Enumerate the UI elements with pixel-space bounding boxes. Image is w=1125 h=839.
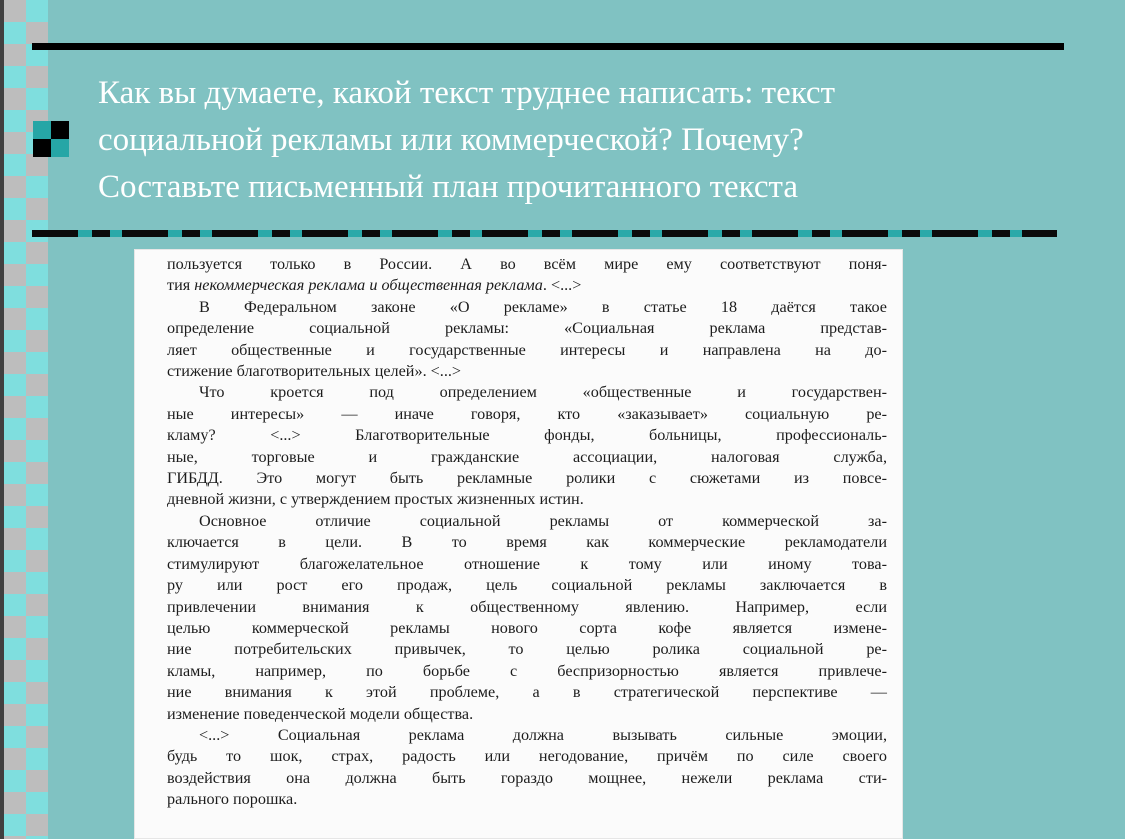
- title-line-2: социальной рекламы или коммерческой? Почему?: [98, 122, 804, 158]
- text-line: ные, торговые и гражданские ассоциации, налоговая служба,: [167, 447, 887, 466]
- text-line: определение социальной рекламы: «Социальная реклама представ-: [167, 319, 887, 338]
- text-line: ние внимания к этой проблеме, а в стратегической перспективе —: [167, 683, 887, 702]
- text-line: изменение поведенческой модели общества.: [167, 704, 474, 723]
- text-line: ные интересы» — иначе говоря, кто «заказывает» социальную ре-: [167, 404, 887, 423]
- title-top-rule: [32, 43, 1064, 50]
- text-line: ние потребительских привычек, то целью ролика социальной ре-: [167, 640, 887, 659]
- scanned-textbook-page: [134, 249, 903, 839]
- text-line: пользуется только в России. А во всём мире ему соответствуют поня-: [167, 255, 887, 273]
- text-line: целью коммерческой рекламы нового сорта кофе является измене-: [167, 618, 887, 637]
- italic-term: некоммерческая реклама и общественная реклама: [194, 276, 543, 295]
- text-line: <...> Социальная реклама должна вызывать сильные эмоции,: [199, 725, 887, 744]
- text-line: В Федеральном законе «О рекламе» в статье 18 даётся такое: [199, 297, 887, 316]
- text-line: ключается в цели. В то время как коммерческие рекламодатели: [167, 533, 887, 552]
- text-line: ГИБДД. Это могут быть рекламные ролики с сюжетами из повсе-: [167, 469, 887, 488]
- text-line: кламы, например, по борьбе с беспризорностью является привлече-: [167, 661, 887, 680]
- text-line: стимулируют благожелательное отношение к тому или иному това-: [167, 554, 887, 573]
- text-line: дневной жизни, с утверждением простых жизненных истин.: [167, 490, 584, 509]
- text-line: тия некоммерческая реклама и общественная реклама. <...>: [167, 276, 582, 295]
- text-line: привлечении внимания к общественному явлению. Например, если: [167, 597, 887, 616]
- title-bottom-dashed-rule: [32, 230, 1057, 237]
- title-line-1: Как вы думаете, какой текст труднее написать: текст: [98, 75, 836, 111]
- text-line: будь то шок, страх, радость или негодование, причём по силе своего: [167, 747, 887, 766]
- title-line-3: Составьте письменный план прочитанного текста: [98, 169, 798, 205]
- text-line: кламу? <...> Благотворительные фонды, больницы, профессиональ-: [167, 426, 887, 445]
- text-line: ляет общественные и государственные интересы и направлена на до-: [167, 340, 887, 359]
- text-line: Что кроется под определением «общественные и государствен-: [199, 383, 887, 402]
- slide-title: [98, 70, 1058, 211]
- scanned-text-body: [167, 254, 887, 811]
- text-line: рального порошка.: [167, 790, 298, 809]
- bullet-square-icon: [33, 121, 69, 157]
- text-line: Основное отличие социальной рекламы от коммерческой за-: [199, 511, 887, 530]
- text-line: воздействия она должна быть гораздо мощнее, нежели реклама сти-: [167, 768, 887, 787]
- text-line: стижение благотворительных целей». <...>: [167, 362, 462, 381]
- text-line: ру или рост его продаж, цель социальной рекламы заключается в: [167, 576, 887, 595]
